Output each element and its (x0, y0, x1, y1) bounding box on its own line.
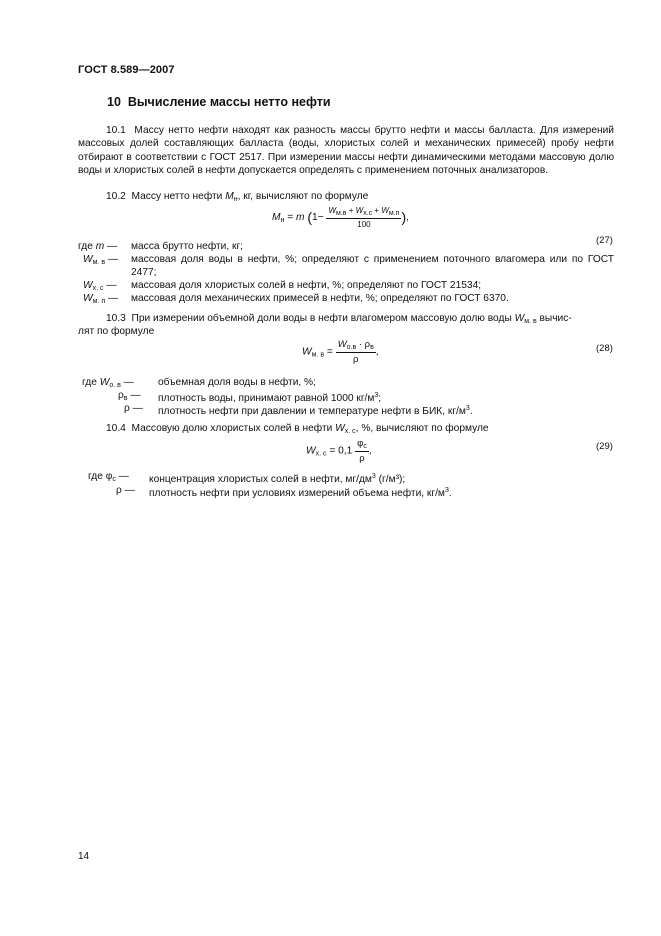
formula-lhs-sub: м. в (311, 351, 325, 359)
formula-one: 1 (312, 212, 318, 224)
where-symbol: ρ (124, 403, 130, 414)
formula-lhs: W (306, 445, 316, 457)
where-lead: где (78, 241, 96, 252)
formula-lhs: W (302, 346, 312, 358)
term-symbol: ρ (364, 339, 371, 350)
page-number: 14 (78, 851, 90, 862)
where-row (78, 240, 117, 253)
where-sub: х. с (92, 285, 104, 292)
paragraph-10-4 (106, 422, 489, 438)
fraction-denominator: 100 (357, 220, 371, 229)
formula-lhs-sub: н (280, 217, 285, 225)
term-sub: м.п (388, 210, 400, 217)
where-symbol: ρ (118, 390, 124, 401)
paragraph-text-tail: , %, вычисляют по формуле (355, 423, 489, 434)
fraction-denominator: ρ (359, 453, 365, 464)
symbol-subscript: н (233, 196, 238, 203)
equation-number-29: (29) (596, 441, 613, 452)
minus-sign: − (317, 212, 324, 224)
formula-lhs: M (272, 212, 281, 224)
where-sub: в (123, 395, 128, 402)
equation-number-27: (27) (596, 235, 613, 246)
where-text-main: плотность нефти при условиях измерений объема нефти, кг/м (149, 488, 445, 499)
term-sub: с (363, 443, 367, 450)
where-symbol: W (83, 254, 93, 265)
paragraph-10-1 (78, 124, 614, 178)
fraction-numerator (355, 438, 369, 452)
fraction-numerator (326, 206, 401, 219)
paragraph-text: Массу нетто нефти (131, 191, 223, 202)
paragraph-text-tail: вычис- (539, 313, 572, 324)
fraction (326, 206, 401, 229)
section-heading (107, 95, 331, 109)
term-sub: м.в (336, 210, 347, 217)
where-row (83, 253, 118, 269)
equals-sign: = 0,1 (329, 445, 353, 457)
dot-operator: · (358, 339, 363, 350)
where-symbol: ρ (116, 485, 122, 496)
where-text (149, 484, 452, 500)
fraction (336, 339, 376, 365)
term-sub: х.с (363, 210, 373, 217)
paragraph-number: 10.2 (106, 191, 126, 202)
formula-27 (272, 206, 409, 229)
where-sup: 3 (465, 405, 470, 412)
formula-tail: , (368, 445, 372, 457)
where-text-main: плотность воды, принимают равной 1000 кг/м (158, 393, 375, 404)
where-symbol: W (99, 377, 110, 388)
where-text-main: концентрация хлористых солей в нефти, мг/дм (149, 474, 372, 485)
where-text: массовая доля воды в нефти, %; определяют с применением поточного влагомера или по ГОСТ 2477; (131, 254, 614, 278)
where-symbol: φ (105, 471, 113, 482)
section-number: 10 (107, 95, 121, 109)
formula-29 (306, 438, 372, 464)
formula-m: m (296, 212, 305, 224)
equals-sign: = (287, 212, 296, 224)
equals-sign: = (326, 346, 333, 358)
where-dash: — (103, 280, 117, 291)
where-row (83, 292, 118, 308)
where-symbol: W (83, 293, 93, 304)
paragraph-text: Массу нетто нефти находят как разность массы брутто нефти и массы балласта. Для измерений массовых долей составляющих балласта (воды, хлористых солей и механических примесей) пробу нефти отбирают в соответствии с ГОСТ 2517. При измерении массы нефти динамическими методами массовую долю воды и хлористых солей в нефти допускается определять с применением поточных анализаторов. (78, 125, 614, 177)
where-text: объемная доля воды в нефти, %; (158, 377, 316, 388)
paragraph-number: 10.1 (106, 125, 126, 136)
where-lead: где (82, 377, 100, 388)
where-sub: с (112, 476, 116, 483)
fraction (355, 438, 369, 464)
where-text (158, 402, 473, 418)
formula-tail: , (375, 346, 379, 358)
where-sup: 3 (371, 473, 376, 480)
paragraph-10-2 (106, 190, 368, 206)
where-text: массовая доля хлористых солей в нефти, %; определяют по ГОСТ 21534; (131, 280, 482, 291)
where-end: . (448, 488, 452, 499)
where-lead: где (88, 471, 106, 482)
formula-tail: , (406, 212, 409, 224)
paragraph-number: 10.4 (106, 423, 126, 434)
formula-lhs-sub: х. с (315, 450, 327, 458)
term-symbol: φ (357, 438, 364, 449)
term-sub: о.в (346, 344, 357, 351)
where-text-main: плотность нефти при давлении и температуре нефти в БИК, кг/м (158, 406, 466, 417)
where-dash: — (104, 241, 118, 252)
where-dash: — (121, 485, 135, 496)
where-sub: м. п (92, 298, 106, 305)
where-sub: о. в (109, 382, 121, 389)
plus-sign: + (348, 206, 354, 215)
symbol: W (514, 313, 525, 324)
where-dash: — (105, 254, 119, 265)
where-end: (г/м³); (375, 474, 406, 485)
where-sup: 3 (374, 392, 379, 399)
close-paren: ) (401, 209, 407, 226)
open-paren: ( (307, 209, 313, 226)
paragraph-text: При измерении объемной доли воды в нефти влагомером массовую долю воды (131, 313, 512, 324)
plus-sign: + (374, 206, 380, 215)
symbol: M (225, 191, 234, 202)
where-text: массовая доля механических примесей в нефти, %; определяют по ГОСТ 6370. (131, 293, 509, 304)
where-dash: — (120, 377, 134, 388)
paragraph-text-continued: лят по формуле (78, 326, 155, 337)
term-symbol: W (328, 206, 337, 215)
symbol: W (335, 423, 345, 434)
where-row (124, 402, 143, 415)
where-text: масса брутто нефти, кг; (131, 241, 244, 252)
where-end: ; (378, 393, 382, 404)
where-dash: — (129, 403, 143, 414)
fraction-denominator: ρ (353, 354, 359, 365)
document-header: ГОСТ 8.589—2007 (78, 64, 175, 76)
term-symbol: W (337, 339, 347, 350)
equation-number-28: (28) (596, 343, 613, 354)
fraction-numerator (336, 339, 376, 353)
where-dash: — (127, 390, 141, 401)
paragraph-text: Массовую долю хлористых солей в нефти (131, 423, 333, 434)
symbol-subscript: х. с (344, 428, 356, 435)
where-sup: 3 (444, 487, 449, 494)
section-title: Вычисление массы нетто нефти (127, 95, 331, 109)
term-sub: в (370, 344, 374, 351)
where-row (116, 484, 135, 497)
formula-28 (302, 339, 379, 365)
where-symbol: W (83, 280, 93, 291)
symbol-subscript: м. в (524, 318, 537, 325)
term-symbol: W (355, 206, 364, 215)
where-sub: м. в (92, 259, 106, 266)
paragraph-number: 10.3 (106, 313, 126, 324)
where-dash: — (115, 471, 129, 482)
where-end: . (469, 406, 473, 417)
paragraph-text-tail: , кг, вычисляют по формуле (237, 191, 369, 202)
where-dash: — (105, 293, 119, 304)
where-symbol: m (95, 241, 105, 252)
term-symbol: W (381, 206, 389, 215)
paragraph-10-3 (106, 312, 572, 328)
